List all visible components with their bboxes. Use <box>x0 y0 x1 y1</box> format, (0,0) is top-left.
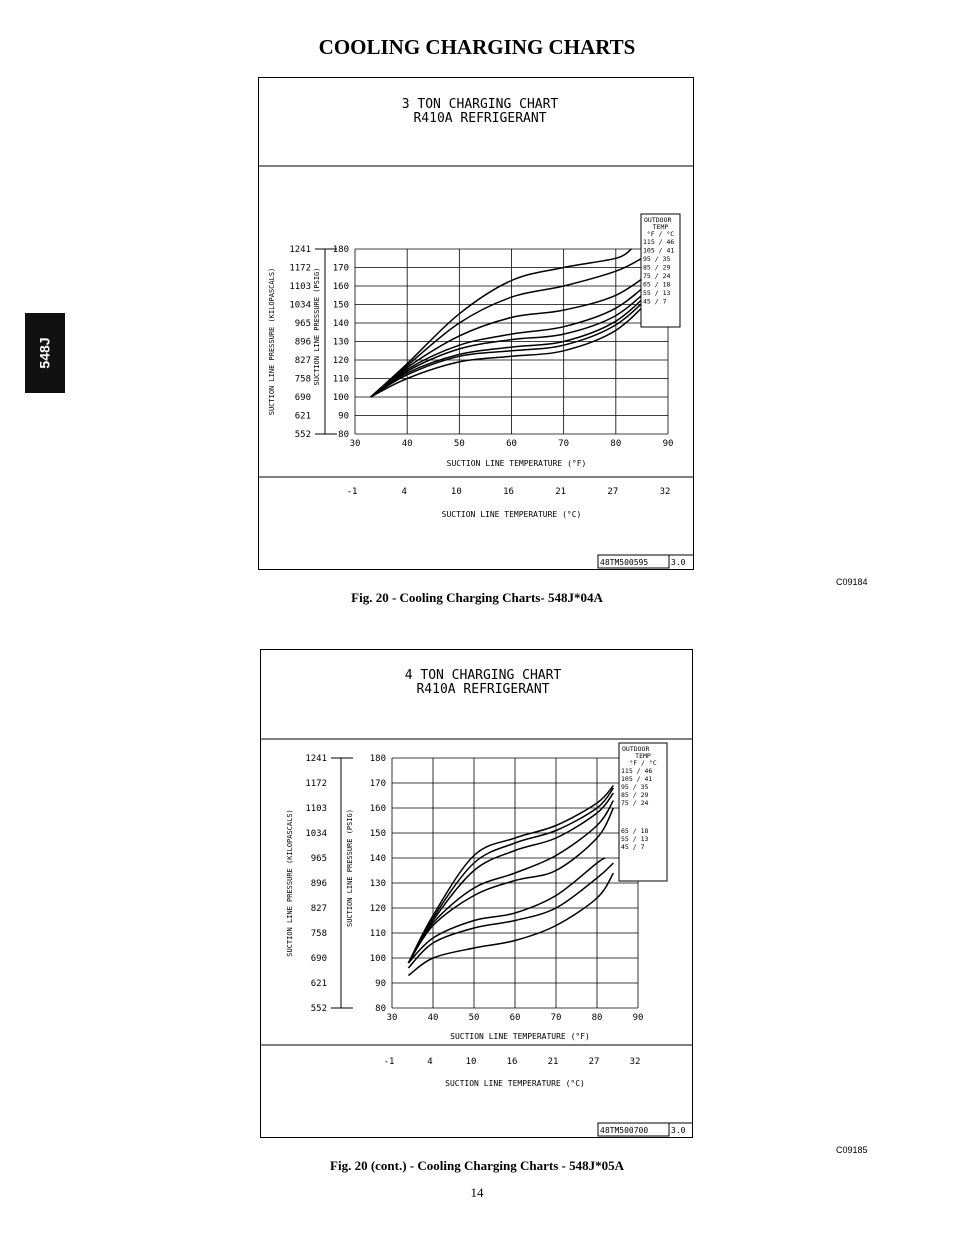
y-tick-label: 170 <box>332 263 349 274</box>
kpa-tick-label: 758 <box>294 374 311 385</box>
x-tick-label: 60 <box>509 1013 521 1023</box>
x-tick-label: 70 <box>558 439 570 449</box>
c-tick-label: 21 <box>547 1057 559 1067</box>
c-tick-label: 4 <box>401 487 407 497</box>
kpa-tick-label: 758 <box>310 929 327 939</box>
y-axis-label-kpa: SUCTION LINE PRESSURE (KILOPASCALS) <box>286 809 294 957</box>
chart-title-line-1: 3 TON CHARGING CHART <box>401 97 559 112</box>
y-tick-label: 90 <box>375 979 386 989</box>
kpa-tick-label: 1103 <box>289 282 311 292</box>
y-axis-label-psig: SUCTION LINE PRESSURE (PSIG) <box>346 808 354 928</box>
part-number: 48TM500700 <box>600 1126 649 1135</box>
charging-chart-3-ton <box>258 77 694 570</box>
kpa-tick-label: 1172 <box>305 779 327 789</box>
y-axis-label-kpa: SUCTION LINE PRESSURE (KILOPASCALS) <box>268 267 276 416</box>
kpa-tick-label: 1034 <box>305 829 327 839</box>
y-tick-label: 170 <box>369 779 386 789</box>
legend-item: 105 / 41 <box>643 246 675 255</box>
c-tick-label: 4 <box>427 1057 433 1067</box>
y-tick-label: 160 <box>369 804 386 814</box>
revision: 3.0 <box>671 558 686 567</box>
x-tick-label: 60 <box>506 439 517 449</box>
kpa-tick-label: 827 <box>310 904 327 914</box>
legend-item: 95 / 35 <box>621 783 649 791</box>
chart-svg-3-ton <box>258 77 694 570</box>
charging-chart-4-ton <box>260 649 693 1138</box>
kpa-tick-label: 690 <box>294 393 311 403</box>
figure-caption: Fig. 20 (cont.) - Cooling Charging Charts - 548J*05A <box>330 1158 624 1173</box>
legend <box>641 214 680 327</box>
x-axis-label-c: SUCTION LINE TEMPERATURE (°C) <box>445 1079 585 1088</box>
y-tick-label: 150 <box>332 300 349 311</box>
y-tick-label: 100 <box>369 954 386 964</box>
x-tick-label: 30 <box>386 1013 398 1023</box>
x-tick-label: 40 <box>427 1013 439 1023</box>
legend-item: 55 / 13 <box>643 289 671 297</box>
x-axis-label-f: SUCTION LINE TEMPERATURE (°F) <box>446 459 587 468</box>
kpa-tick-label: 1103 <box>305 804 327 814</box>
c-tick-label: 27 <box>607 487 619 497</box>
legend-title: TEMP <box>635 752 651 760</box>
revision: 3.0 <box>671 1126 686 1135</box>
kpa-tick-label: 690 <box>310 954 327 964</box>
y-tick-label: 110 <box>369 929 386 939</box>
section-tab-label: 548J <box>37 337 53 369</box>
legend-item: 75 / 24 <box>643 272 671 280</box>
figure-code: C09184 <box>836 577 868 587</box>
kpa-tick-label: 827 <box>294 356 311 366</box>
x-axis-label-c: SUCTION LINE TEMPERATURE (°C) <box>441 510 582 519</box>
c-tick-label: 21 <box>555 487 567 497</box>
y-tick-label: 80 <box>338 430 349 440</box>
c-tick-label: 10 <box>465 1057 477 1067</box>
chart-svg-4-ton <box>260 649 693 1138</box>
y-tick-label: 180 <box>332 245 349 255</box>
y-tick-label: 160 <box>332 282 349 292</box>
x-tick-label: 80 <box>591 1013 603 1023</box>
c-tick-label: 16 <box>506 1057 518 1067</box>
x-tick-label: 30 <box>349 439 361 449</box>
kpa-tick-label: 1241 <box>305 754 327 764</box>
legend-item: 115 / 46 <box>643 238 675 246</box>
c-tick-label: 27 <box>588 1057 600 1067</box>
legend-item: 75 / 24 <box>621 799 649 807</box>
x-tick-label: 70 <box>550 1013 562 1023</box>
chart-title-line-2: R410A REFRIGERANT <box>416 682 550 697</box>
x-tick-label: 50 <box>453 439 465 449</box>
legend-item: 45 / 7 <box>643 297 667 306</box>
kpa-tick-label: 896 <box>294 337 311 348</box>
legend-item: 105 / 41 <box>621 775 653 783</box>
y-tick-label: 80 <box>375 1004 386 1014</box>
kpa-tick-label: 552 <box>294 430 311 440</box>
y-tick-label: 100 <box>332 393 349 403</box>
y-tick-label: 140 <box>369 854 386 864</box>
c-tick-label: 32 <box>629 1057 641 1067</box>
figure-code: C09185 <box>836 1145 868 1155</box>
kpa-tick-label: 552 <box>310 1004 327 1014</box>
y-tick-label: 130 <box>332 337 349 348</box>
c-tick-label: 32 <box>659 487 671 497</box>
kpa-tick-label: 1241 <box>289 245 311 255</box>
x-tick-label: 90 <box>632 1013 644 1023</box>
legend-item: 115 / 46 <box>621 767 653 775</box>
kpa-tick-label: 621 <box>294 411 311 422</box>
legend-item: 45 / 7 <box>621 843 645 851</box>
legend-item: 85 / 29 <box>643 263 671 272</box>
y-tick-label: 120 <box>332 356 349 366</box>
y-tick-label: 130 <box>369 879 386 889</box>
x-axis-label-f: SUCTION LINE TEMPERATURE (°F) <box>450 1032 590 1041</box>
chart-title-line-1: 4 TON CHARGING CHART <box>404 668 562 683</box>
legend-title: °F / °C <box>646 230 675 238</box>
kpa-tick-label: 1034 <box>289 300 311 311</box>
legend-title: TEMP <box>652 223 669 231</box>
c-tick-label: 16 <box>503 487 514 497</box>
legend <box>619 743 667 881</box>
y-tick-label: 110 <box>332 374 349 385</box>
kpa-tick-label: 965 <box>310 854 327 864</box>
c-tick-label: 10 <box>450 487 462 497</box>
x-tick-label: 50 <box>468 1013 480 1023</box>
x-tick-label: 80 <box>610 439 622 449</box>
legend-title: °F / °C <box>629 759 657 767</box>
kpa-tick-label: 1172 <box>289 263 311 274</box>
kpa-tick-label: 621 <box>310 979 327 989</box>
c-tick-label: -1 <box>346 487 358 497</box>
y-tick-label: 150 <box>369 829 386 839</box>
page-number: 14 <box>470 1185 484 1200</box>
section-tab <box>25 313 65 393</box>
legend-item: 85 / 29 <box>621 791 649 799</box>
kpa-tick-label: 896 <box>310 879 327 889</box>
x-tick-label: 40 <box>401 439 413 449</box>
legend-item: 65 / 18 <box>643 280 671 289</box>
y-tick-label: 90 <box>338 411 349 422</box>
legend-item: 55 / 13 <box>621 835 649 843</box>
legend-title: OUTDOOR <box>644 216 672 224</box>
legend-item: 65 / 18 <box>621 827 649 835</box>
figure-caption: Fig. 20 - Cooling Charging Charts- 548J*04A <box>351 590 603 605</box>
chart-title-line-2: R410A REFRIGERANT <box>413 111 547 126</box>
legend-title: OUTDOOR <box>622 745 650 753</box>
part-number: 48TM500595 <box>600 558 649 567</box>
y-axis-label-psig: SUCTION LINE PRESSURE (PSIG) <box>313 267 321 386</box>
c-tick-label: -1 <box>383 1057 395 1067</box>
y-tick-label: 120 <box>369 904 386 914</box>
legend-item: 95 / 35 <box>643 255 671 263</box>
y-tick-label: 180 <box>369 754 386 764</box>
kpa-tick-label: 965 <box>294 319 311 329</box>
y-tick-label: 140 <box>332 319 349 329</box>
page-title: COOLING CHARGING CHARTS <box>318 35 636 59</box>
x-tick-label: 90 <box>662 439 674 449</box>
